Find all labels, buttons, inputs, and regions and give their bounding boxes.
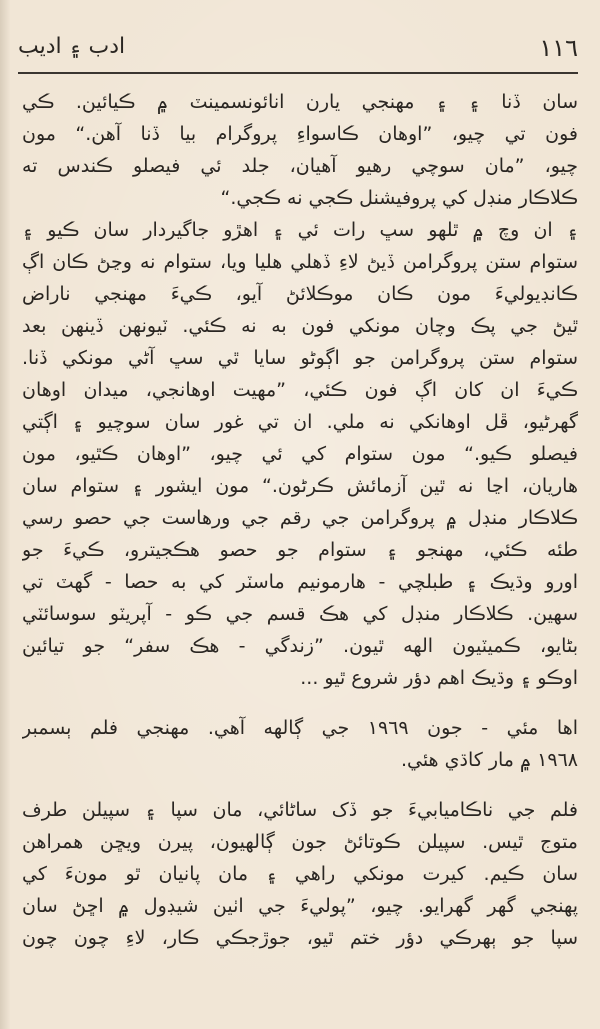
text-line: سهين. ڪلاڪار منڊل کي هڪ قسم جي ڪو - آپريٽو سوسائٽي	[22, 603, 578, 625]
page-header	[18, 34, 578, 70]
text-line: گهرڻيو، ڦل اوهانکي نه ملي. ان تي غور سان سوچيو ۽ اڳتي	[22, 411, 578, 433]
running-title: ادب ۽ اديب	[18, 34, 126, 59]
text-line: اورو وڌيڪ ۽ طبلچي - هارمونيم ماسٽر کي به حصا - گهٽ تي	[22, 571, 578, 593]
paragraph-spacer	[22, 694, 578, 712]
text-line: اوڪو ۽ وڌيڪ اهم دؤر شروع ٿيو ...	[300, 667, 578, 689]
paragraph	[22, 214, 578, 694]
text-line: ٿيڻ جي پڪ وچان مونکي فون به نه ڪئي. ٽيونهن ڏينهن بعد	[22, 315, 578, 337]
page-body	[22, 86, 578, 954]
text-line: ١٩٦٨ ۾ مار کاڌي هئي.	[400, 749, 578, 771]
text-line: فلم جي ناڪاميابيءَ جو ڏک ساڻائي، مان سپا ۽ سپيلن طرف	[22, 799, 578, 821]
text-line: ڪيءَ ان کان اڳ فون ڪئي، ”مهيت اوهانجي، ميدان اوهان	[22, 379, 578, 401]
text-line: ڪلاڪار منڊل کي پروفيشنل ڪجي نه ڪجي.“	[220, 187, 578, 209]
text-line: سپا جو ٻهرڪي دؤر ختم ٿيو، جوڙجڪي ڪار، لاءِ چون چون	[22, 927, 578, 949]
text-line: متوج ٿيس. سپيلن ڪوتائڻ جون ڳالهيون، پيرن ويڇن همراهن	[22, 831, 578, 853]
text-line: هاريان، اڃا نه ٿين آزمائش ڪرڻون.“ مون ايشور ۽ ستوام سان	[22, 475, 578, 497]
text-line: اها مئي - جون ١٩٦٩ جي ڳالھه آهي. مهنجي فلم ٻسمبر	[22, 717, 578, 739]
page-gutter-shadow	[0, 0, 10, 1029]
paragraph-spacer	[22, 776, 578, 794]
text-line: چيو، ”مان سوچي رهيو آهيان، جلد ئي فيصلو ڪندس ته	[22, 155, 578, 177]
text-line: ستوام ستن پروگرامن جو اڳوڻو سايا ٿي سڀ آڻي مونکي ڏنا.	[22, 347, 578, 369]
page-number: ١١٦	[539, 34, 578, 62]
text-line: بڻايو، ڪميٽيون الھه ٿيون. ”زندگي - هڪ سفر“ جو تيائين	[22, 635, 578, 657]
text-line: سان ڪيم. کيرت مونکي راهي ۽ مان پانيان ٿو مونءَ کي	[22, 863, 578, 885]
text-line: فون تي چيو، ”اوهان ڪاسواءِ پروگرام بيا ڏنا آهن.“ مون	[22, 123, 578, 145]
text-line: سان ڏنا ۽ ۽ مهنجي يارن انائونسمينٽ ۾ ڪيائين. ڪي	[22, 91, 578, 113]
paragraph	[22, 86, 578, 214]
text-line: پهنجي گهر گهرايو. چيو، ”پوليءَ جي اٺين شيڊول ۾ اڇڻ سان	[22, 895, 578, 917]
text-line: ڪلاڪار منڊل ۾ پروگرامن جي رقم جي ورهاست جي حصو رسي	[22, 507, 578, 529]
header-rule	[18, 72, 578, 74]
text-line: ستوام ستن پروگرامن ڏيڻ لاءِ ڏهلي هليا ويا، ستوام نه وڃڻ ڪان اڳ	[22, 251, 578, 273]
text-line: فيصلو ڪيو.“ مون ستوام کي ئي چيو، ”اوهان ڪٿيو، مون	[22, 443, 578, 465]
text-line: طئه ڪئي، مهنجو ۽ ستوام جو حصو هڪجيترو، ڪيءَ جو	[22, 539, 578, 561]
text-line: ۽ ان وچ ۾ ٿلهو سڀ رات ئي ۽ اهڙو جاگيردار سان ڪيو ۽	[22, 219, 578, 241]
text-line: ڪانڊيوليءَ مون ڪان موڪلائڻ آيو، ڪيءَ مهنجي ناراض	[22, 283, 578, 305]
paragraph	[22, 794, 578, 954]
paragraph	[22, 712, 578, 776]
